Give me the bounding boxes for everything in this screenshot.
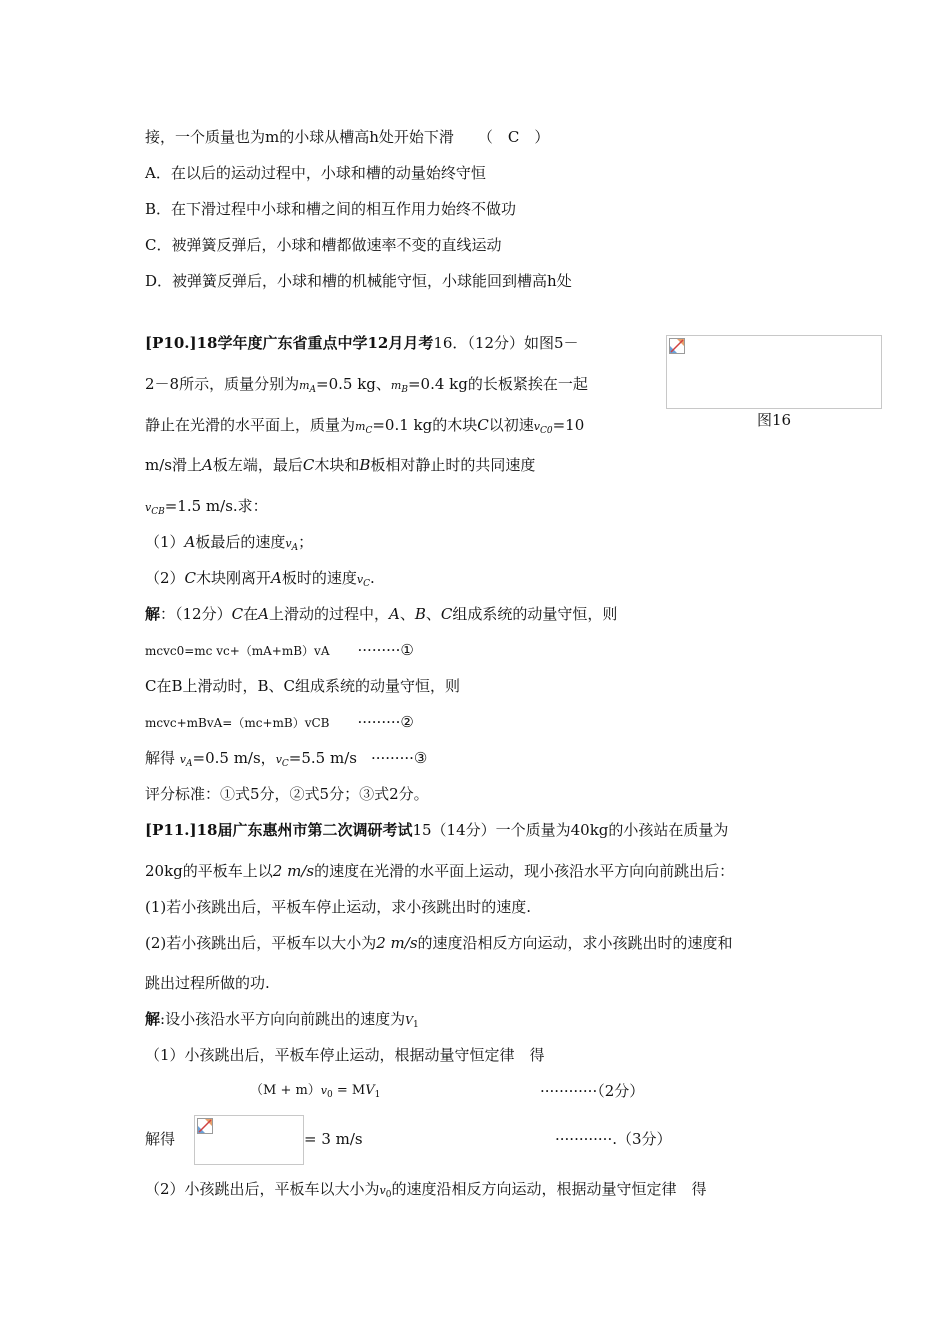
p11-text: (2)若小孩跳出后，平板车以大小为 — [145, 934, 377, 952]
p10-text: 解得 — [145, 749, 176, 767]
figure-16-image — [666, 335, 882, 409]
equation-marker: ·········③ — [370, 749, 428, 767]
p11-var: 2 m/s — [376, 934, 418, 952]
p10-line-2 — [145, 374, 588, 400]
p10-text: 、 — [425, 605, 441, 623]
p10-text: ：（12分） — [160, 605, 232, 623]
p10-var: v — [275, 753, 282, 766]
p10-text: =0.5 m/s， — [192, 749, 276, 767]
p11-text: 20kg的平板车上以 — [145, 862, 273, 880]
p11-question-1: (1)若小孩跳出后，平板车停止运动，求小孩跳出时的速度. — [145, 898, 532, 916]
p11-question-2-cont: 跳出过程所做的功. — [145, 974, 270, 992]
p10-text: =0.5 kg、 — [316, 375, 391, 393]
equation-marker: ·········② — [357, 713, 414, 731]
q9-answer: （ C ） — [477, 128, 550, 146]
p10-text: =1.5 m/s.求： — [164, 497, 268, 515]
p11-text: 15（14分）一个质量为40kg的小孩站在质量为 — [412, 821, 729, 839]
figure-16-caption: 图16 — [757, 411, 792, 429]
p10-var: A — [184, 533, 196, 551]
p10-var: v — [145, 501, 152, 514]
p11-result-label: 解得 — [145, 1130, 176, 1148]
p11-var: 2 m/s — [272, 862, 315, 880]
p10-var: A — [271, 569, 282, 587]
p10-text: =5.5 m/s — [288, 749, 357, 767]
p10-sub: C0 — [539, 426, 553, 436]
p10-text: 在 — [243, 605, 259, 623]
p11-line-2 — [145, 861, 734, 881]
p11-source: [P11.]18届广东惠州市第二次调研考试 — [145, 821, 413, 839]
p10-sub: A — [309, 385, 317, 395]
p10-text: . — [370, 569, 375, 587]
p10-text: （2） — [145, 569, 185, 587]
p10-equation-1 — [145, 640, 414, 661]
p10-text: m/s滑上 — [145, 456, 202, 474]
equation-marker: ·········① — [357, 641, 414, 659]
p10-var: A — [201, 456, 213, 474]
p10-equation-2 — [145, 712, 414, 733]
formula-image — [194, 1115, 304, 1165]
p10-source: [P10.]18学年度广东省重点中学12月月考 — [145, 334, 434, 352]
p10-var: C — [231, 605, 244, 623]
p11-sub: 1 — [413, 1020, 419, 1030]
p10-line-3 — [145, 415, 584, 441]
p10-line-5 — [145, 496, 268, 522]
p11-text: 的速度在光滑的水平面上运动，现小孩沿水平方向向前跳出后： — [314, 862, 735, 880]
p10-step-2: C在B上滑动时，B、C组成系统的动量守恒，则 — [145, 677, 461, 695]
p10-text: =0.4 kg的长板紧挨在一起 — [407, 375, 588, 393]
p10-text: 板相对静止时的共同速度 — [370, 456, 536, 474]
q9-stem-line — [145, 127, 549, 147]
q9-option-b: B．在下滑过程中小球和槽之间的相互作用力始终不做功 — [145, 200, 517, 218]
p11-var: V — [405, 1014, 414, 1027]
p10-text: 以初速 — [488, 416, 534, 434]
p11-equation-1 — [250, 1081, 380, 1105]
p11-result-value: = 3 m/s — [304, 1130, 363, 1148]
p10-var: C — [302, 456, 315, 474]
p10-text: 上滑动的过程中， — [268, 605, 389, 623]
p10-sub: C — [281, 759, 289, 769]
p11-var: V — [365, 1083, 375, 1098]
p11-sub: 0 — [385, 1190, 392, 1200]
p10-sub: A — [291, 543, 299, 553]
equation-text: （M + m） — [250, 1083, 321, 1098]
broken-image-icon — [197, 1118, 213, 1134]
p11-solution-intro — [145, 1009, 419, 1035]
p10-var: B — [359, 456, 371, 474]
p10-text: 板时的速度 — [281, 569, 357, 587]
p10-text: 木块和 — [314, 456, 360, 474]
p10-var: C — [184, 569, 197, 587]
p10-var: A — [258, 605, 269, 623]
equation-text: mcvc+mBvA=（mc+mB）vCB — [145, 716, 330, 730]
p10-var: v — [356, 573, 364, 586]
p10-grading: 评分标准：①式5分，②式5分；③式2分。 — [145, 785, 429, 803]
p10-line-1 — [145, 333, 579, 353]
p11-step-1: （1）小孩跳出后，平板车停止运动，根据动量守恒定律 得 — [145, 1046, 545, 1064]
p11-question-2 — [145, 933, 733, 953]
equation-text: mcvc0=mc vc+（mA+mB）vA — [145, 644, 330, 658]
p10-line-4 — [145, 455, 535, 475]
p10-sub: A — [186, 759, 193, 769]
q9-option-a: A．在以后的运动过程中，小球和槽的动量始终守恒 — [145, 164, 486, 182]
solution-label: 解 — [145, 1010, 161, 1028]
p10-text: 板左端，最后 — [212, 456, 303, 474]
q9-stem: 接，一个质量也为m的小球从槽高h处开始下滑 — [145, 128, 454, 146]
p11-var: v — [379, 1184, 386, 1197]
p10-var: C — [477, 416, 489, 434]
p10-result — [145, 748, 427, 774]
p10-var: m — [355, 420, 366, 433]
p10-sub: C — [365, 426, 373, 436]
p10-text: 、 — [399, 605, 415, 623]
p10-text: ； — [298, 533, 314, 551]
p10-var: v — [533, 420, 540, 433]
p10-var: C — [440, 605, 453, 623]
p10-text: 板最后的速度 — [195, 533, 286, 551]
p11-text: 的速度沿相反方向运动，根据动量守恒定律 得 — [391, 1180, 707, 1198]
p11-step-2 — [145, 1179, 707, 1205]
p11-sub: 0 — [327, 1090, 333, 1100]
p11-text: :设小孩沿水平方向向前跳出的速度为 — [160, 1010, 406, 1028]
p10-sub: CB — [151, 507, 165, 517]
p11-var: v — [320, 1084, 328, 1097]
p10-sub: C — [363, 579, 371, 589]
p11-result-mark: ············.（3分） — [555, 1130, 672, 1148]
p10-text: 16．（12分）如图5－ — [433, 334, 579, 352]
p10-var: m — [390, 379, 402, 392]
p10-text: =10 — [552, 416, 585, 434]
p10-question-1 — [145, 532, 313, 558]
p11-sub: 1 — [374, 1090, 381, 1100]
p10-solution-intro — [145, 604, 617, 624]
q9-option-c: C．被弹簧反弹后，小球和槽都做速率不变的直线运动 — [145, 236, 502, 254]
p10-text: =0.1 kg的木块 — [372, 416, 478, 434]
p10-var: m — [299, 379, 310, 392]
p10-text: 组成系统的动量守恒，则 — [452, 605, 618, 623]
broken-image-icon — [669, 338, 685, 354]
q9-option-d: D．被弹簧反弹后，小球和槽的机械能守恒，小球能回到槽高h处 — [145, 272, 572, 290]
p10-var: B — [414, 605, 426, 623]
p10-text: 静止在光滑的水平面上，质量为 — [145, 416, 356, 434]
p10-var: v — [179, 753, 187, 766]
p10-text: （1） — [145, 533, 185, 551]
p10-var: v — [285, 537, 292, 550]
p11-equation-1-mark: ············（2分） — [540, 1082, 645, 1100]
equation-text: = M — [332, 1083, 366, 1098]
solution-label: 解 — [145, 605, 161, 623]
p11-text: （2）小孩跳出后，平板车以大小为 — [145, 1180, 380, 1198]
p10-text: 2－8所示，质量分别为 — [145, 375, 300, 393]
p10-text: 木块刚离开 — [196, 569, 272, 587]
p10-question-2 — [145, 568, 375, 594]
p10-var: A — [388, 605, 400, 623]
p11-text: 的速度沿相反方向运动，求小孩跳出时的速度和 — [417, 934, 733, 952]
p10-sub: B — [401, 385, 408, 395]
p11-line-1 — [145, 820, 728, 840]
